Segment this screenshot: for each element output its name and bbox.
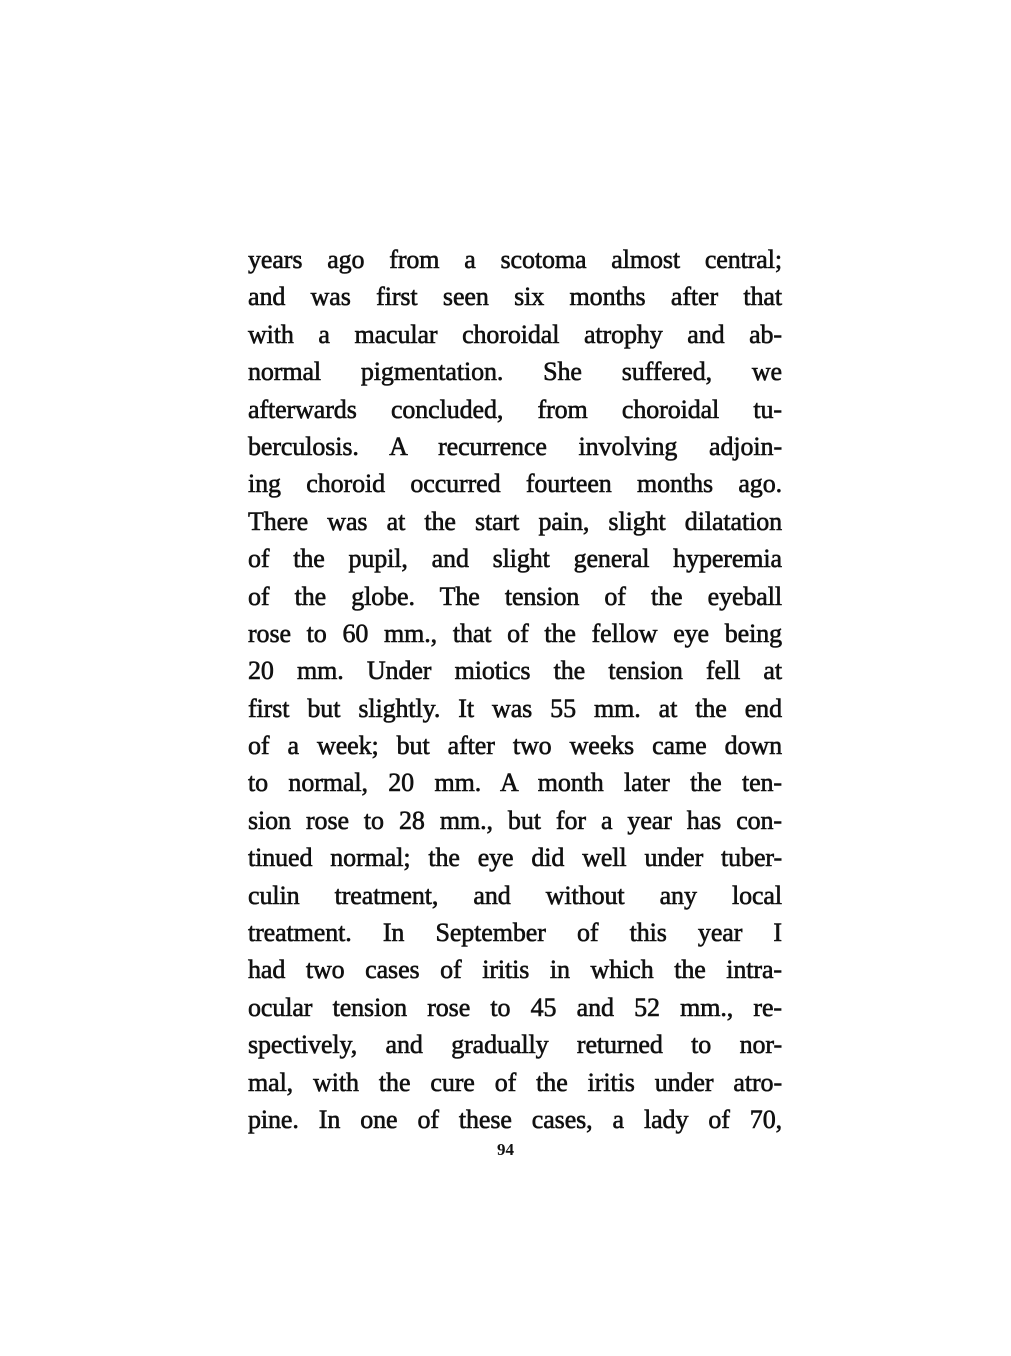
text-line: first but slightly. It was 55 mm. at the end	[248, 693, 782, 723]
text-line: with a macular choroidal atrophy and ab-	[248, 319, 782, 349]
text-line: afterwards concluded, from choroidal tu-	[248, 394, 782, 424]
text-line: rose to 60 mm., that of the fellow eye being	[248, 618, 782, 648]
text-line: of a week; but after two weeks came down	[248, 731, 782, 761]
text-line: culin treatment, and without any local	[248, 880, 782, 910]
text-line: pine. In one of these cases, a lady of 70,	[248, 1104, 782, 1134]
text-line: mal, with the cure of the iritis under atro-	[248, 1067, 782, 1097]
text-line: 20 mm. Under miotics the tension fell at	[248, 656, 782, 686]
text-line: had two cases of iritis in which the intra-	[248, 955, 782, 985]
text-line: of the globe. The tension of the eyeball	[248, 581, 782, 611]
text-line: berculosis. A recurrence involving adjoin-	[248, 431, 782, 461]
text-line: tinued normal; the eye did well under tuber-	[248, 843, 782, 873]
text-line: There was at the start pain, slight dilatation	[248, 506, 782, 536]
text-line: of the pupil, and slight general hyperemia	[248, 544, 782, 574]
text-line: treatment. In September of this year I	[248, 918, 782, 948]
text-line: sion rose to 28 mm., but for a year has con-	[248, 805, 782, 835]
text-line: ing choroid occurred fourteen months ago.	[248, 469, 782, 499]
text-line: normal pigmentation. She suffered, we	[248, 357, 782, 387]
text-line: and was first seen six months after that	[248, 282, 782, 312]
body-text	[248, 241, 782, 1138]
text-line: ocular tension rose to 45 and 52 mm., re-	[248, 992, 782, 1022]
text-line: spectively, and gradually returned to nor-	[248, 1030, 782, 1060]
page-number: 94	[497, 1140, 514, 1159]
text-line: to normal, 20 mm. A month later the ten-	[248, 768, 782, 798]
text-line: years ago from a scotoma almost central;	[248, 245, 782, 274]
